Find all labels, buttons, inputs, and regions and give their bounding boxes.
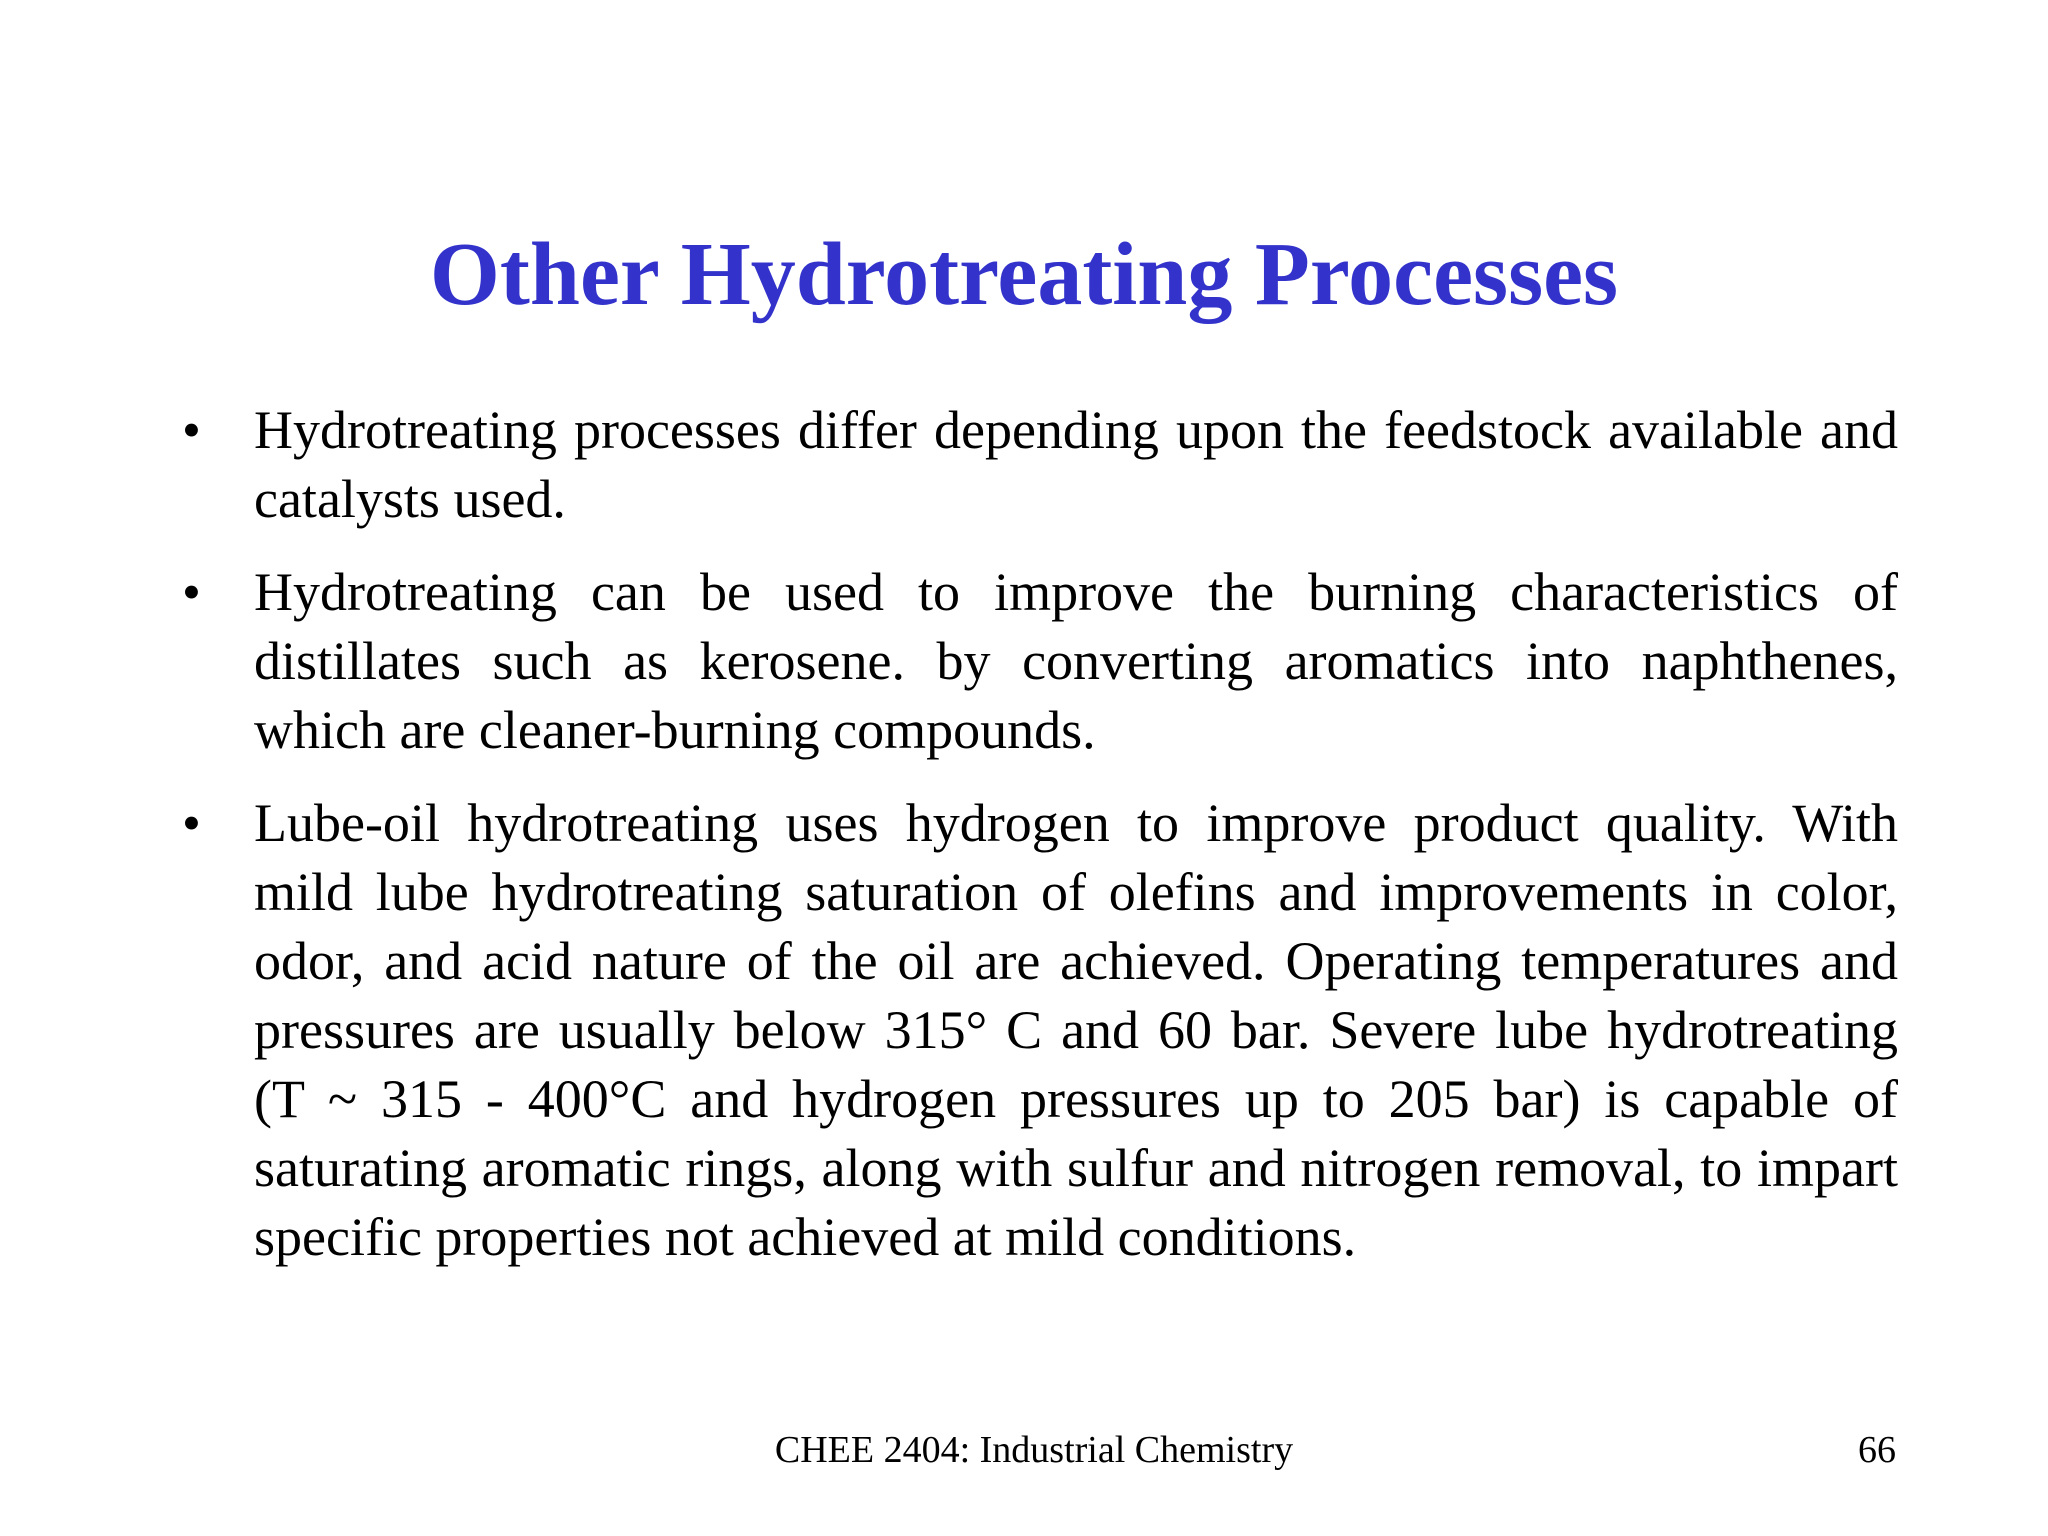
bullet-list <box>170 396 1898 1296</box>
bullet-item <box>170 558 1898 765</box>
bullet-item <box>170 396 1898 534</box>
footer-course-name: CHEE 2404: Industrial Chemistry <box>774 1429 1294 1471</box>
bullet-icon: • <box>182 562 201 622</box>
bullet-text: Lube-oil hydrotreating uses hydrogen to improve product quality. With mild lube hydrotreating saturation of olefins and improvements in color, odor, and acid nature of the oil are achieved. Operating temperatures and pressures are usually below 315° C and 60 bar. Severe lube hydrotreating (T ~ 315 - 400°C and hydrogen pressures up to 205 bar) is capable of saturating aromatic rings, along with sulfur and nitrogen removal, to impart specific properties not achieved at mild conditions. <box>254 793 1898 1267</box>
bullet-text: Hydrotreating processes differ depending upon the feedstock available and catalysts used. <box>254 400 1898 529</box>
bullet-item <box>170 789 1898 1272</box>
bullet-icon: • <box>182 400 201 460</box>
bullet-icon: • <box>182 793 201 853</box>
slide-title: Other Hydrotreating Processes <box>429 225 1619 324</box>
page-number: 66 <box>1858 1429 1896 1471</box>
bullet-text: Hydrotreating can be used to improve the burning characteristics of distillates such as kerosene. by converting aromatics into naphthenes, which are cleaner-burning compounds. <box>254 562 1898 760</box>
